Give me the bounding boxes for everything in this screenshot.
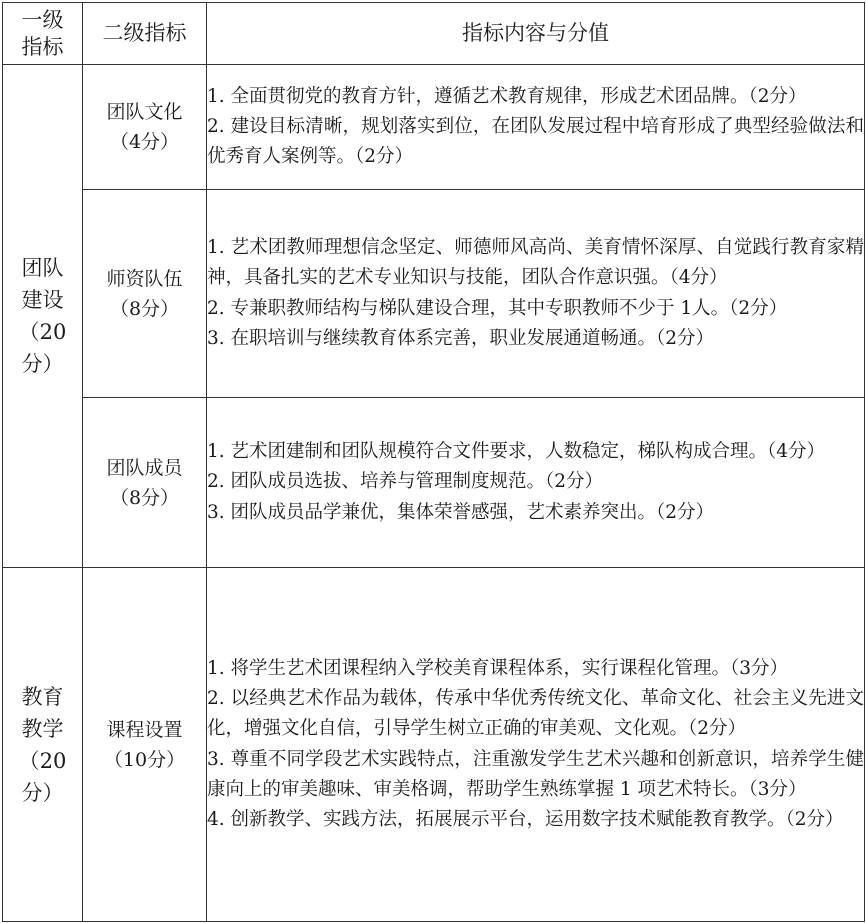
level2-points: （4分） <box>109 131 180 153</box>
level2-indicator <box>83 568 207 922</box>
content-item: 3. 团队成员品学兼优，集体荣誉感强，艺术素养突出。（2分） <box>207 501 715 523</box>
level1-indicator-team-building <box>3 65 83 568</box>
level1-name-line2: 教学 <box>21 716 64 741</box>
indicator-content <box>207 190 865 398</box>
level2-points: （10分） <box>103 748 186 771</box>
level1-indicator-education-teaching <box>3 568 83 922</box>
content-item: 1. 将学生艺术团课程纳入学校美育课程体系，实行课程化管理。（3分） <box>207 657 789 679</box>
header-level2: 二级指标 <box>83 3 207 65</box>
level2-indicator <box>83 190 207 398</box>
level2-indicator <box>83 65 207 190</box>
indicator-content <box>207 568 865 922</box>
level2-points: （8分） <box>109 297 180 320</box>
indicator-content <box>207 398 865 568</box>
level1-name-line2: 建设 <box>21 288 64 312</box>
content-item: 2. 团队成员选拔、培养与管理制度规范。（2分） <box>207 471 604 493</box>
level1-name-line1: 教育 <box>21 684 64 709</box>
level1-name-line1: 团队 <box>21 256 64 280</box>
header-level1-line1: 一级 <box>21 7 64 32</box>
content-item: 1. 艺术团建制和团队规模符合文件要求，人数稳定，梯队构成合理。（4分） <box>207 441 826 463</box>
content-item: 2. 以经典艺术作品为载体，传承中华优秀传统文化、革命文化、社会主义先进文化，增强文化自信，引导学生树立正确的审美观、文化观。（2分） <box>207 687 864 740</box>
table-row <box>3 65 865 190</box>
table-row <box>3 190 865 398</box>
content-item: 2. 专兼职教师结构与梯队建设合理，其中专职教师不少于 1人。（2分） <box>207 297 788 319</box>
header-level1-line2: 指标 <box>21 34 64 59</box>
content-item: 1. 艺术团教师理想信念坚定、师德师风高尚、美育情怀深厚、自觉践行教育家精神，具备扎实的艺术专业知识与技能，团队合作意识强。（4分） <box>207 236 864 289</box>
content-item: 1. 全面贯彻党的教育方针，遵循艺术教育规律，形成艺术团品牌。（2分） <box>207 85 807 107</box>
level1-points: （20 <box>18 320 67 344</box>
table-row <box>3 398 865 568</box>
header-level1 <box>3 3 83 65</box>
level1-points: （20 <box>18 748 67 773</box>
level2-points: （8分） <box>109 486 180 509</box>
content-item: 3. 尊重不同学段艺术实践特点，注重激发学生艺术兴趣和创新意识，培养学生健康向上的审美趣味、审美格调，帮助学生熟练掌握 1 项艺术特长。（3分） <box>207 748 864 800</box>
header-row <box>3 3 865 65</box>
level2-name: 师资队伍 <box>106 267 183 290</box>
level2-indicator <box>83 398 207 568</box>
level2-name: 课程设置 <box>106 718 183 741</box>
level1-points-unit: 分） <box>21 780 64 805</box>
indicator-table <box>2 2 865 922</box>
level1-points-unit: 分） <box>21 352 64 376</box>
header-content: 指标内容与分值 <box>207 3 865 65</box>
content-item: 2. 建设目标清晰，规划落实到位，在团队发展过程中培育形成了典型经验做法和优秀育人案例等。（2分） <box>207 115 864 168</box>
content-item: 4. 创新教学、实践方法，拓展展示平台，运用数字技术赋能教育教学。（2分） <box>207 809 844 831</box>
content-item: 3. 在职培训与继续教育体系完善，职业发展通道畅通。（2分） <box>207 327 715 349</box>
indicator-content <box>207 65 865 190</box>
table-row <box>3 568 865 922</box>
level2-name: 团队文化 <box>106 101 183 123</box>
level2-name: 团队成员 <box>106 456 183 479</box>
